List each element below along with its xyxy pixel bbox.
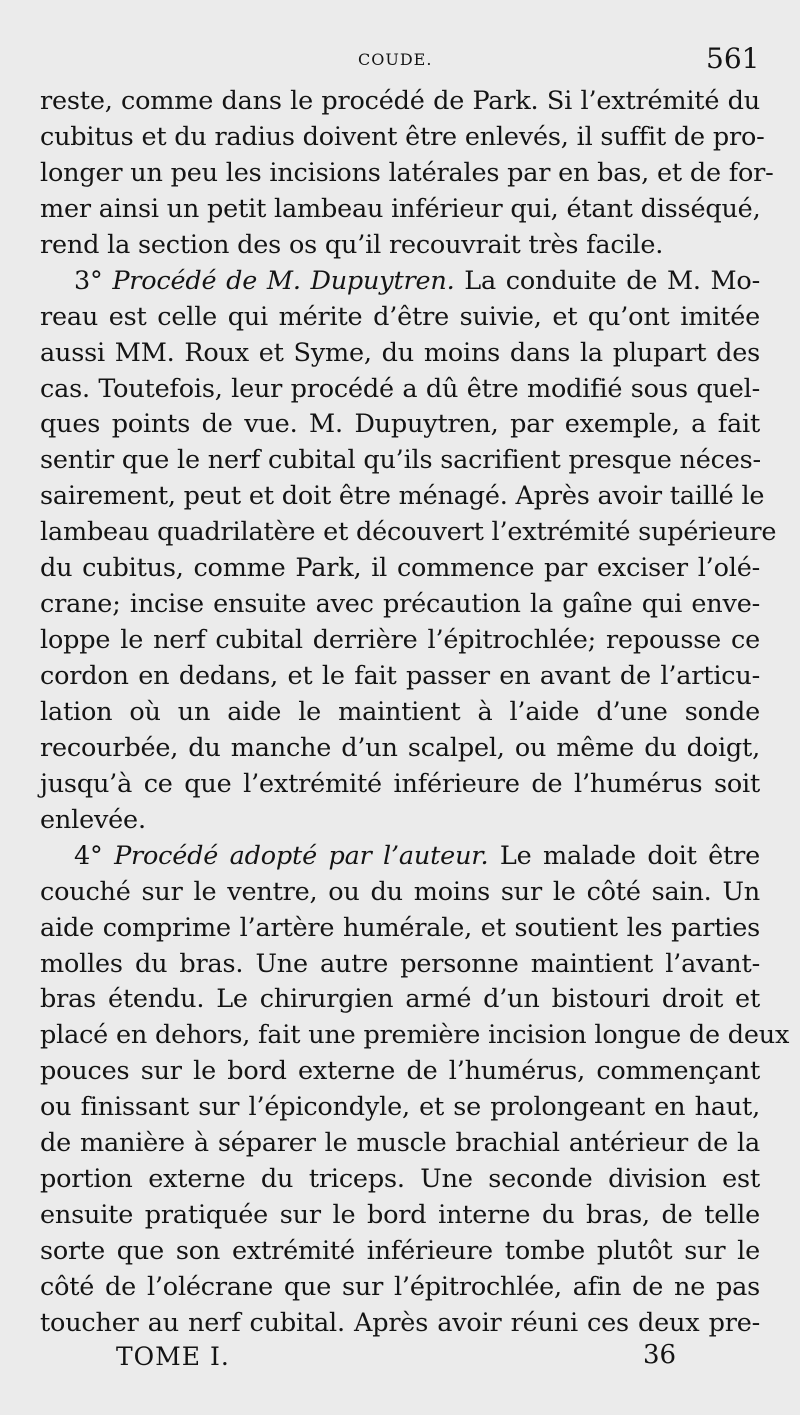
text-line — [40, 372, 760, 408]
text-line — [40, 1270, 760, 1306]
text-segment: jusqu’à ce que l’extrémité inférieure de l’humérus soit — [40, 768, 760, 799]
text-segment: cordon en dedans, et le fait passer en avant de l’articu- — [40, 661, 760, 691]
text-segment: placé en dehors, fait une première incision longue de deux — [40, 1020, 790, 1051]
text-segment: 3° — [74, 265, 113, 296]
running-head — [0, 38, 800, 78]
text-segment: reau est celle qui mérite d’être suivie, et qu’ont imitée — [40, 301, 760, 332]
text-line — [40, 551, 760, 587]
text-segment: portion externe du triceps. Une seconde division est — [40, 1164, 760, 1195]
text-segment: lation où un aide le maintient à l’aide d’une sonde — [40, 696, 760, 727]
text-segment: longer un peu les incisions latérales par en bas, et de for- — [40, 157, 774, 188]
text-line — [40, 515, 777, 551]
text-line — [40, 587, 760, 623]
text-line — [40, 300, 760, 336]
text-segment: aide comprime l’artère humérale, et soutient les parties — [40, 912, 760, 943]
text-line — [40, 1054, 760, 1090]
text-line — [40, 839, 760, 875]
text-line — [40, 695, 760, 731]
text-line — [40, 911, 760, 947]
text-line — [40, 84, 760, 120]
text-segment: aussi MM. Roux et Syme, du moins dans la plupart des — [40, 337, 760, 368]
text-segment: crane; incise ensuite avec précaution la gaîne qui enve- — [40, 589, 760, 620]
text-segment: ou finissant sur l’épicondyle, et se prolongeant en haut, — [40, 1092, 760, 1123]
body-text — [40, 84, 790, 1342]
text-segment: ensuite pratiquée sur le bord interne du bras, de telle — [40, 1200, 760, 1231]
text-segment: sentir que le nerf cubital qu’ils sacrifient presque néces- — [40, 445, 761, 476]
text-segment: ques points de vue. M. Dupuytren, par exemple, a fait — [40, 409, 760, 440]
text-line — [40, 479, 765, 515]
text-segment: sairement, peut et doit être ménagé. Après avoir taillé le — [40, 481, 765, 512]
text-line — [40, 982, 760, 1018]
text-segment: cubitus et du radius doivent être enlevés, il suffit de pro- — [40, 121, 765, 152]
text-segment: 4° — [74, 840, 115, 871]
text-line — [40, 1198, 760, 1234]
text-segment: cas. Toutefois, leur procédé a dû être modifié sous quel- — [40, 373, 760, 404]
text-line — [40, 659, 760, 695]
text-segment: Le malade doit être — [488, 840, 760, 871]
text-line — [40, 228, 760, 264]
text-line — [40, 1234, 760, 1270]
text-segment: lambeau quadrilatère et découvert l’extrémité supérieure — [40, 517, 777, 548]
text-line — [40, 264, 760, 300]
page-footer — [0, 1336, 800, 1376]
text-segment: du cubitus, comme Park, il commence par exciser l’olé- — [40, 553, 760, 584]
text-segment: pouces sur le bord externe de l’humérus, commençant — [40, 1056, 760, 1087]
text-segment: recourbée, du manche d’un scalpel, ou même du doigt, — [40, 732, 760, 763]
text-segment: de manière à séparer le muscle brachial antérieur de la — [40, 1128, 760, 1159]
section-heading: Procédé adopté par l’auteur. — [114, 840, 489, 871]
text-line — [40, 767, 760, 803]
text-segment: reste, comme dans le procédé de Park. Si l’extrémité du — [40, 86, 760, 116]
text-segment: rend la section des os qu’il recouvrait très facile. — [40, 229, 664, 260]
text-line — [40, 156, 774, 192]
text-segment: enlevée. — [40, 804, 146, 835]
running-title: COUDE. — [358, 50, 433, 69]
text-line — [40, 1162, 760, 1198]
text-line — [40, 336, 760, 372]
text-line — [40, 1126, 760, 1162]
text-line — [40, 623, 760, 659]
text-line — [40, 1090, 760, 1126]
volume-signature: TOME I. — [116, 1342, 230, 1371]
text-segment: La conduite de M. Mo- — [454, 265, 760, 296]
text-segment: couché sur le ventre, ou du moins sur le côté sain. Un — [40, 876, 760, 907]
text-segment: côté de l’olécrane que sur l’épitrochlée, afin de ne pas — [40, 1271, 760, 1302]
page-number: 561 — [706, 42, 760, 75]
text-segment: sorte que son extrémité inférieure tombe plutôt sur le — [40, 1236, 760, 1266]
text-segment: molles du bras. Une autre personne maintient l’avant- — [40, 948, 760, 979]
text-line — [40, 731, 760, 767]
text-segment: bras étendu. Le chirurgien armé d’un bistouri droit et — [40, 984, 760, 1015]
text-segment: loppe le nerf cubital derrière l’épitrochlée; repousse ce — [40, 625, 760, 656]
text-line — [40, 947, 760, 983]
text-segment: mer ainsi un petit lambeau inférieur qui, étant disséqué, — [40, 193, 761, 224]
text-line — [40, 1018, 790, 1054]
text-line — [40, 192, 760, 228]
section-heading: Procédé de M. Dupuytren. — [112, 265, 455, 296]
sheet-number: 36 — [643, 1340, 677, 1370]
text-line — [40, 803, 760, 839]
text-line — [40, 875, 760, 911]
text-line — [40, 443, 760, 479]
text-segment: toucher au nerf cubital. Après avoir réuni ces deux pre- — [40, 1307, 760, 1338]
text-line — [40, 407, 760, 443]
text-line — [40, 120, 765, 156]
